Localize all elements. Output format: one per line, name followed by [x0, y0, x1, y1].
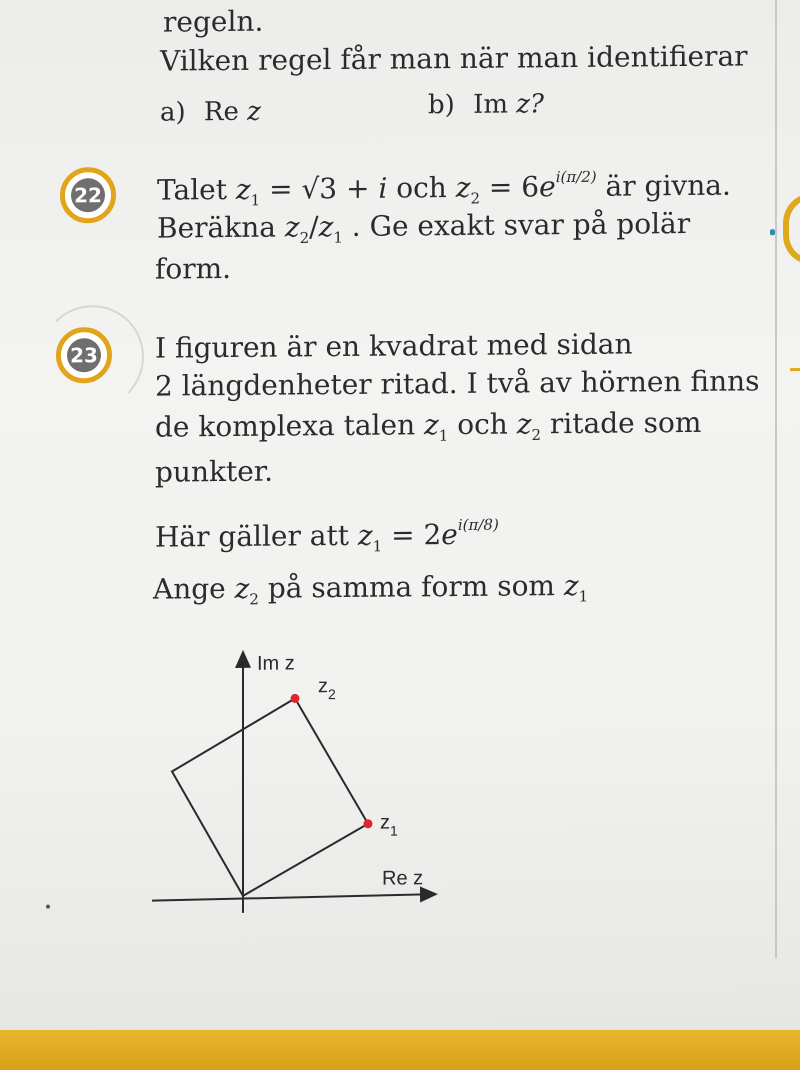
q23-task — [153, 570, 588, 616]
q23-line-2: 2 längdenheter ritad. I två av hörnen finns — [155, 364, 760, 403]
point-z1 — [364, 819, 373, 828]
option-a — [160, 96, 261, 129]
option-b-text: Im — [473, 89, 508, 120]
q22-sub: 1 — [250, 191, 261, 210]
question-23-badge — [56, 327, 112, 383]
q23-var-z1: z — [357, 518, 373, 552]
q23-sub: 1 — [372, 537, 383, 556]
q23-var-z1: z — [424, 408, 439, 442]
book-edge — [0, 1030, 800, 1070]
im-axis-label: Im z — [257, 652, 295, 675]
option-b — [428, 88, 544, 121]
q22-line-3: form. — [155, 251, 232, 286]
q23-line-1: I figuren är en kvadrat med sidan — [155, 327, 633, 365]
z1-letter: z — [380, 811, 390, 834]
q22-text: = 6 — [480, 170, 540, 204]
option-a-var: z — [247, 96, 261, 127]
q23-sub: 1 — [438, 426, 449, 445]
q23-sub: 2 — [531, 425, 542, 444]
option-b-label: b) — [428, 90, 455, 121]
question-22-number: 22 — [71, 178, 105, 212]
q22-text: / — [309, 210, 319, 244]
point-z2 — [291, 694, 300, 703]
q23-text: ritade som — [541, 405, 702, 441]
q22-text: Beräkna — [157, 210, 285, 245]
q22-var-z2: z — [455, 170, 471, 205]
q23-text: Här gäller att — [155, 518, 358, 554]
question-23-number: 23 — [67, 338, 101, 372]
previous-text-end: regeln. — [163, 4, 264, 39]
q23-text: på samma form som — [258, 569, 564, 605]
column-divider — [775, 0, 777, 958]
page-tab-marker — [783, 193, 800, 265]
z1-label — [380, 812, 398, 839]
q23-text: = 2 — [382, 518, 442, 552]
q23-sub: 1 — [578, 587, 589, 606]
q22-var-z1: z — [318, 210, 334, 244]
q22-exponent: i(π/2) — [555, 167, 597, 187]
q23-line-4: punkter. — [155, 454, 273, 489]
q23-sub: 2 — [249, 590, 259, 609]
q22-var-e: e — [539, 170, 556, 204]
q23-var-z1: z — [563, 568, 579, 603]
q22-text: Talet — [157, 172, 236, 207]
q22-text: . Ge exakt svar på polär — [342, 206, 691, 244]
previous-question-line: Vilken regel får man när man identifierar — [160, 39, 748, 78]
option-a-label: a) — [160, 97, 186, 128]
tab-dash — [790, 368, 800, 371]
re-axis-label: Re z — [382, 867, 424, 890]
page-speck — [46, 905, 50, 909]
tab-dot — [770, 229, 775, 235]
q23-given — [155, 515, 499, 565]
z2-sub: 2 — [327, 686, 336, 703]
q23-var-z2: z — [234, 571, 250, 605]
q22-var-z1: z — [235, 172, 251, 206]
real-axis — [152, 894, 430, 900]
q23-exponent: i(π/8) — [457, 515, 499, 535]
complex-plane-figure — [140, 636, 460, 929]
q23-var-e: e — [441, 518, 458, 552]
q22-sub: 2 — [299, 228, 310, 247]
q22-var-z2: z — [284, 210, 300, 244]
q22-text: och — [387, 171, 456, 205]
q22-line-2 — [157, 208, 690, 255]
q23-text: och — [448, 407, 517, 442]
q22-var-i: i — [378, 171, 388, 205]
q22-text: är givna. — [596, 168, 731, 203]
q22-text: = √3 + — [260, 171, 379, 206]
question-22-badge — [60, 167, 116, 223]
q23-var-z2: z — [516, 407, 532, 441]
q23-text: Ange — [153, 571, 235, 606]
square — [172, 698, 368, 897]
z2-label — [318, 675, 336, 702]
q22-sub: 2 — [470, 189, 481, 208]
z1-sub: 1 — [389, 822, 398, 839]
z2-letter: z — [318, 675, 328, 698]
option-b-var: z? — [516, 89, 544, 120]
q23-text: de komplexa talen — [155, 408, 425, 444]
q22-sub: 1 — [333, 228, 343, 247]
q23-line-3 — [155, 407, 701, 454]
option-a-text: Re — [203, 96, 239, 128]
